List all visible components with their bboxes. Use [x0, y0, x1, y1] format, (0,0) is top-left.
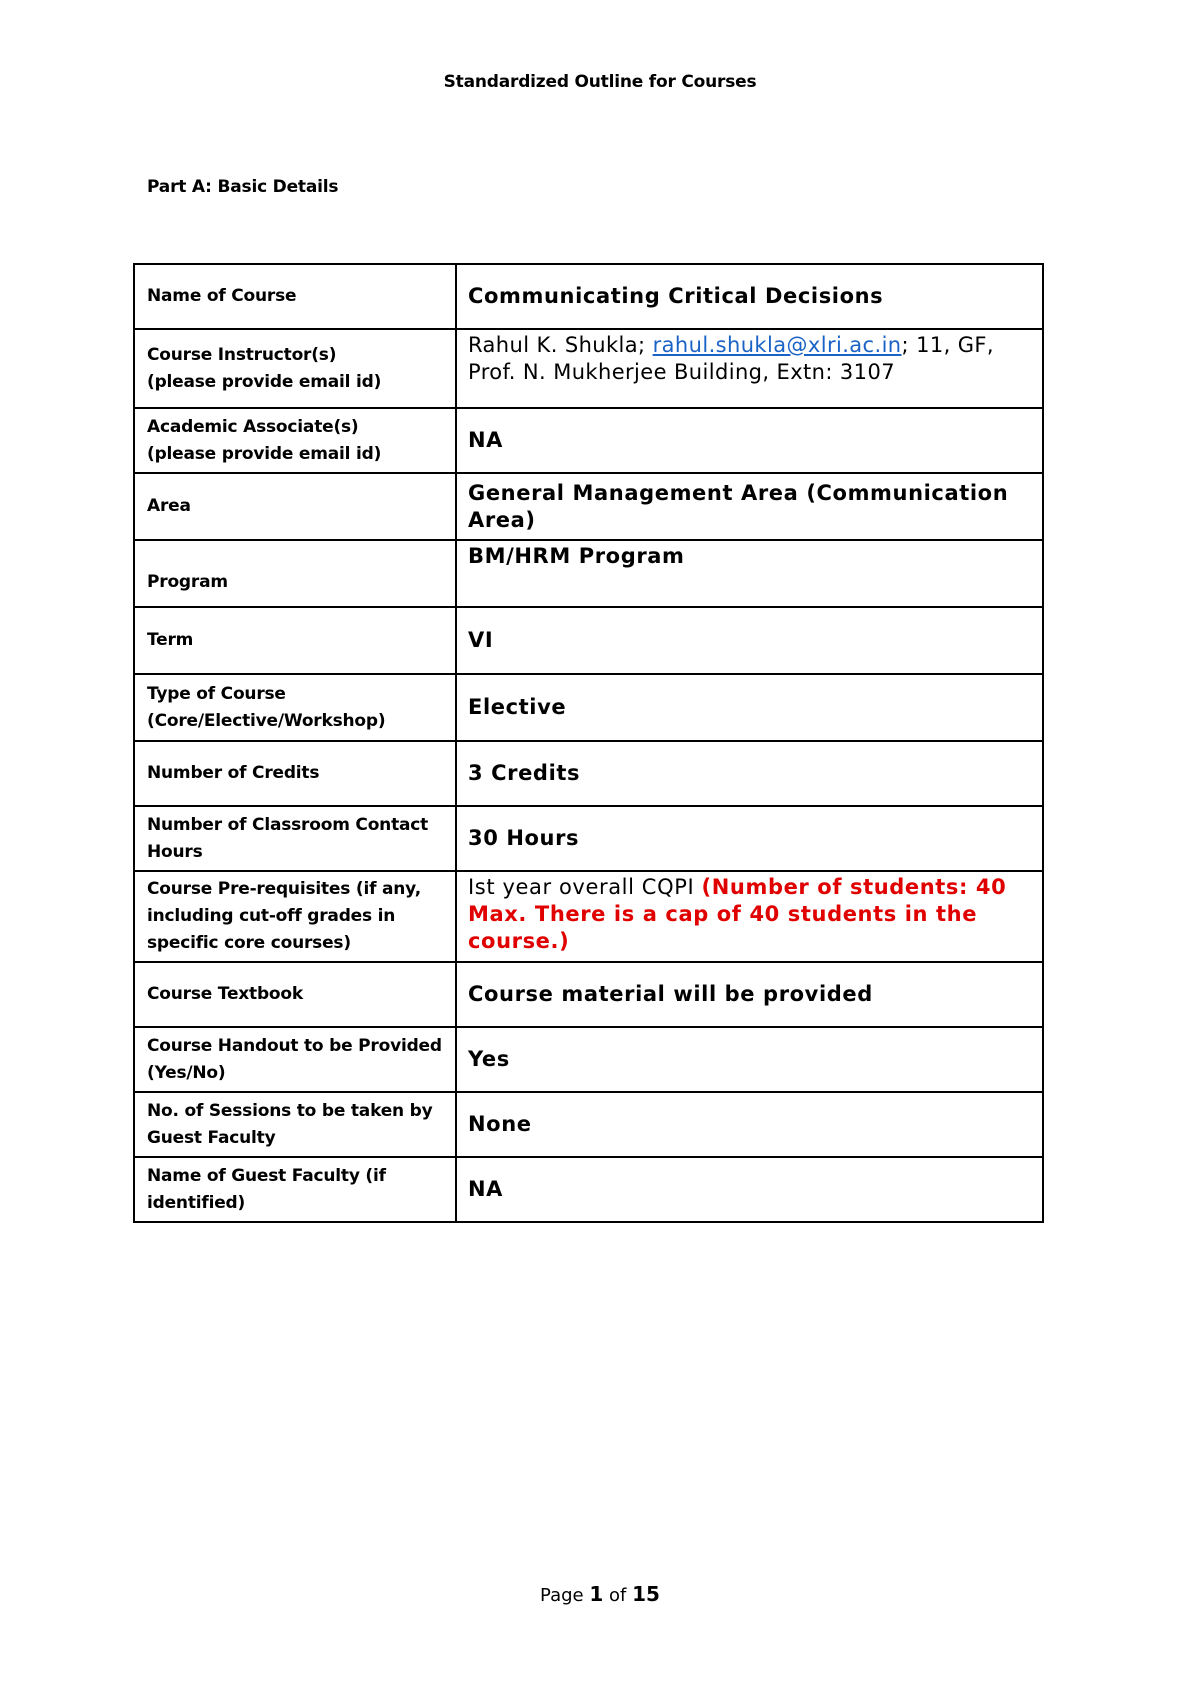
row-label [134, 674, 456, 741]
course-details-table [133, 263, 1044, 1223]
table-row [134, 329, 1043, 408]
type-value: Elective [468, 695, 567, 719]
row-label [134, 473, 456, 540]
associate-value: NA [468, 428, 504, 452]
instructor-building: Prof. N. Mukherjee Building, Extn: 3107 [468, 360, 895, 384]
row-value [456, 607, 1043, 674]
table-row [134, 962, 1043, 1027]
row-label [134, 408, 456, 473]
row-label [134, 1027, 456, 1092]
row-value [456, 540, 1043, 607]
textbook-value: Course material will be provided [468, 982, 873, 1006]
table-row [134, 806, 1043, 871]
footer-current-page: 1 [589, 1582, 604, 1606]
textbook-label: Course Textbook [147, 984, 304, 1004]
table-row [134, 607, 1043, 674]
table-row [134, 1092, 1043, 1157]
row-label [134, 329, 456, 408]
table-row [134, 741, 1043, 806]
row-value [456, 962, 1043, 1027]
row-value [456, 1092, 1043, 1157]
table-row [134, 264, 1043, 329]
guest-faculty-label: Name of Guest Faculty (if identified) [147, 1165, 386, 1213]
table-row [134, 473, 1043, 540]
row-label [134, 264, 456, 329]
type-label-line2: (Core/Elective/Workshop) [147, 710, 386, 731]
prerequisites-cap-note: (Number of students: 40 Max. There is a cap of 40 students in the course.) [468, 875, 1007, 953]
row-value [456, 806, 1043, 871]
name-of-course-value: Communicating Critical Decisions [468, 284, 884, 308]
row-value [456, 264, 1043, 329]
row-value [456, 473, 1043, 540]
row-label [134, 871, 456, 962]
area-value: General Management Area (Communication Area) [468, 480, 1009, 532]
credits-label: Number of Credits [147, 763, 320, 783]
handout-label: Course Handout to be Provided (Yes/No) [147, 1035, 442, 1083]
page-header-title: Standardized Outline for Courses [443, 72, 757, 92]
credits-value: 3 Credits [468, 761, 581, 785]
program-label: Program [147, 572, 228, 592]
row-value [456, 741, 1043, 806]
instructor-label-line1: Course Instructor(s) [147, 344, 337, 365]
name-of-course-label: Name of Course [147, 286, 297, 306]
page-footer [0, 1582, 1200, 1606]
term-label: Term [147, 630, 194, 650]
associate-label-line1: Academic Associate(s) [147, 416, 359, 437]
footer-of-word: of [609, 1585, 627, 1606]
guest-faculty-value: NA [468, 1177, 504, 1201]
row-value [456, 1157, 1043, 1222]
prerequisites-label: Course Pre-requisites (if any, including cut-off grades in specific core courses) [147, 879, 421, 953]
section-title: Part A: Basic Details [147, 177, 339, 197]
instructor-email-link[interactable]: rahul.shukla@xlri.ac.in [652, 333, 902, 357]
row-label [134, 607, 456, 674]
instructor-name: Rahul K. Shukla; [468, 333, 653, 357]
guest-sessions-value: None [468, 1112, 532, 1136]
table-row [134, 540, 1043, 607]
program-value: BM/HRM Program [468, 544, 685, 568]
footer-page-word: Page [540, 1585, 584, 1606]
row-label [134, 806, 456, 871]
guest-sessions-label: No. of Sessions to be taken by Guest Faculty [147, 1100, 433, 1148]
footer-total-pages: 15 [632, 1582, 660, 1606]
term-value: VI [468, 628, 494, 652]
prerequisites-value: Ist year overall CQPI [468, 875, 702, 899]
row-value [456, 1027, 1043, 1092]
contact-hours-value: 30 Hours [468, 826, 580, 850]
table-row [134, 408, 1043, 473]
row-value [456, 329, 1043, 408]
row-value [456, 674, 1043, 741]
row-label [134, 962, 456, 1027]
table-row [134, 1027, 1043, 1092]
row-value [456, 871, 1043, 962]
row-label [134, 1157, 456, 1222]
table-row [134, 674, 1043, 741]
type-label-line1: Type of Course [147, 683, 286, 704]
contact-hours-label: Number of Classroom Contact Hours [147, 814, 429, 862]
associate-label-line2: (please provide email id) [147, 443, 382, 464]
row-label [134, 540, 456, 607]
table-row [134, 1157, 1043, 1222]
handout-value: Yes [468, 1047, 510, 1071]
row-label [134, 741, 456, 806]
instructor-office: ; 11, GF, [901, 333, 994, 357]
table-row [134, 871, 1043, 962]
area-label: Area [147, 496, 191, 516]
row-value [456, 408, 1043, 473]
row-label [134, 1092, 456, 1157]
instructor-label-line2: (please provide email id) [147, 371, 382, 392]
